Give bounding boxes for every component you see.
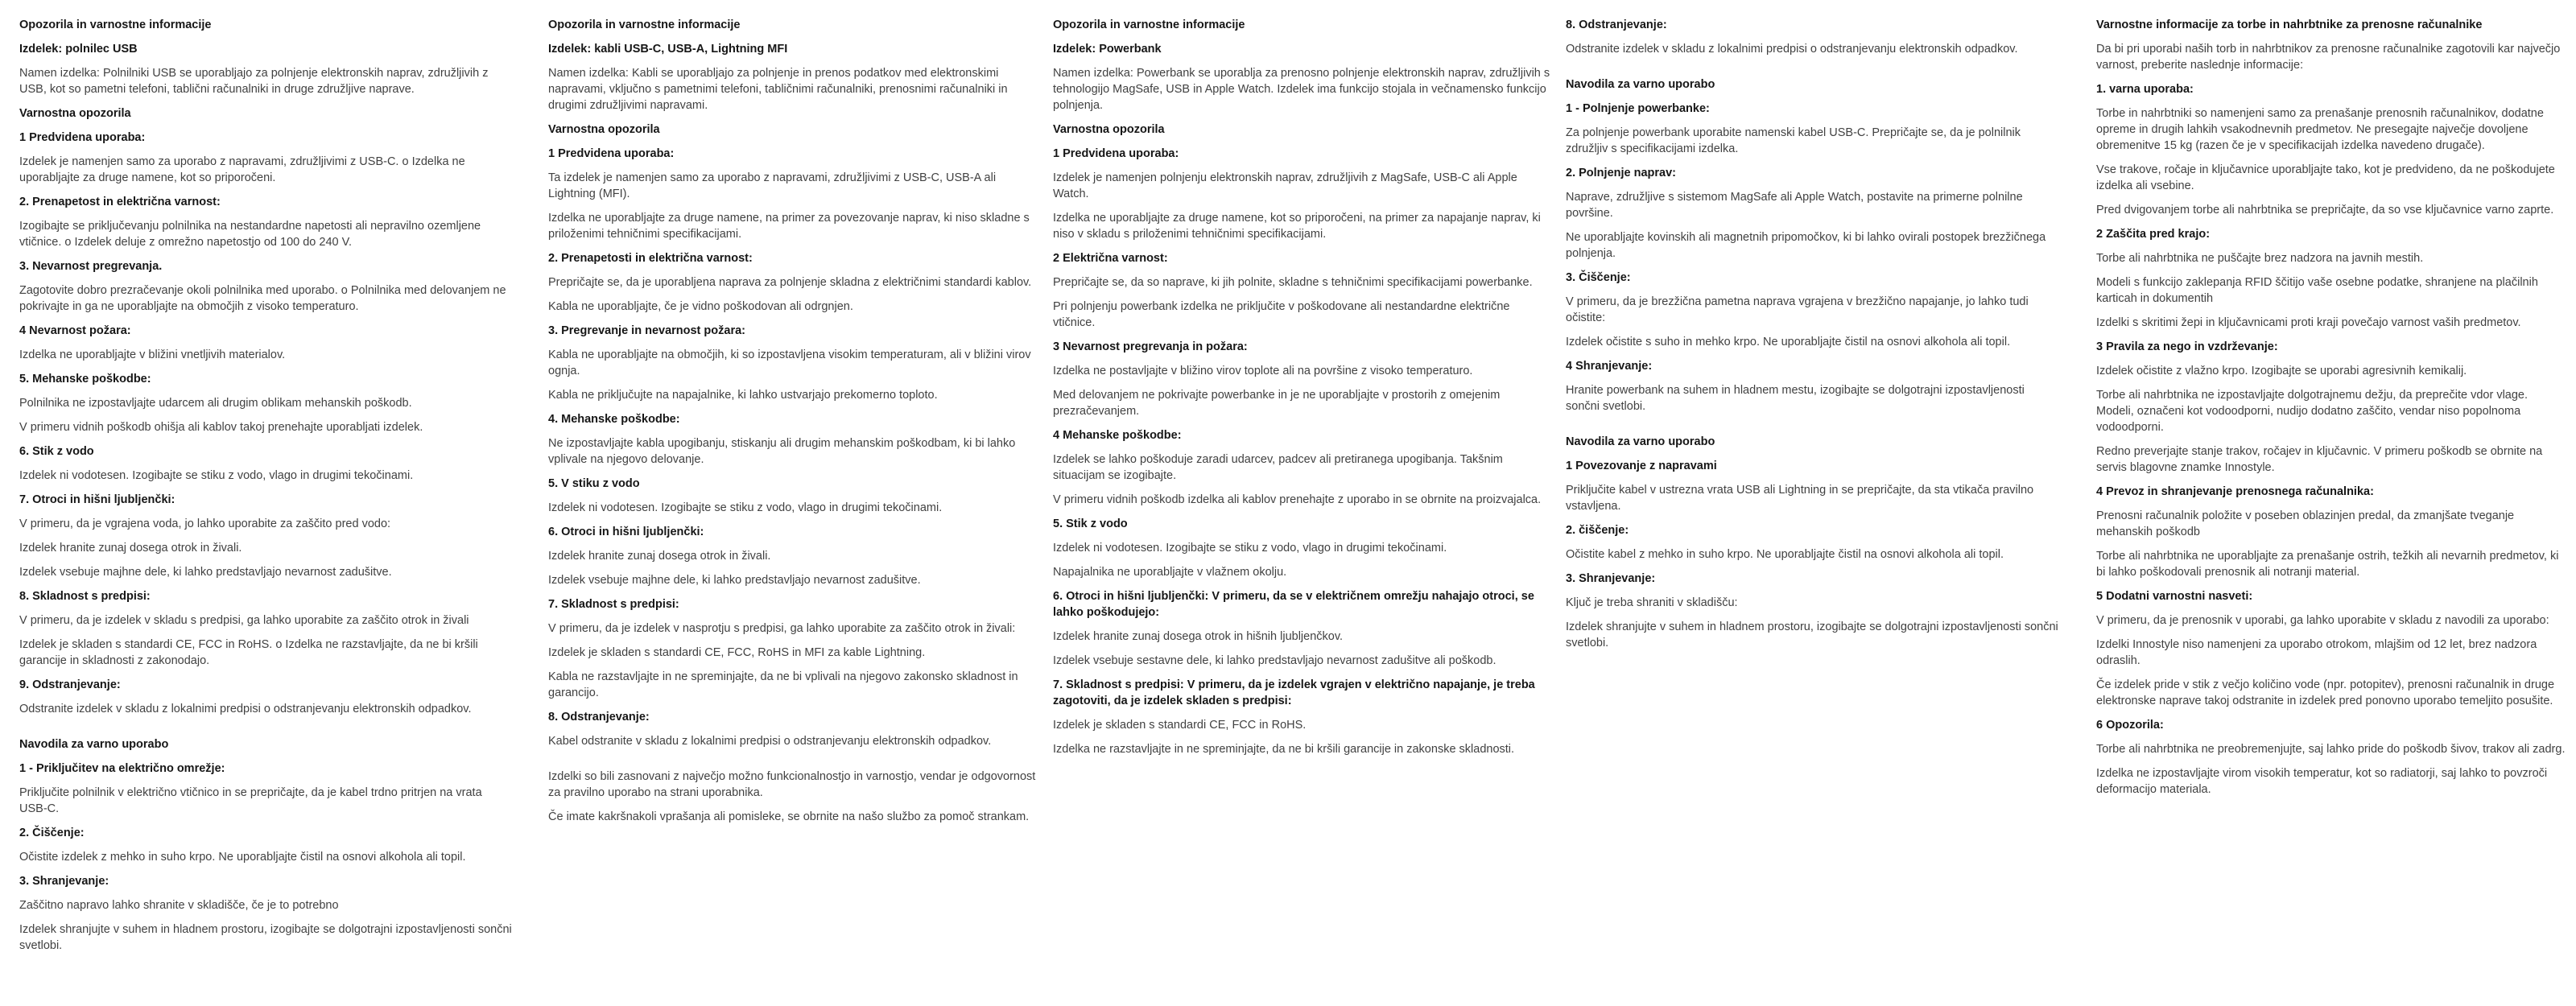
paragraph: Priključite kabel v ustrezna vrata USB ali Lightning in se prepričajte, da sta vtikača pravilno vstavljena. <box>1566 484 2034 513</box>
paragraph: Izdelek očistite s suho in mehko krpo. Ne uporabljajte čistil na osnovi alkohola ali topil. <box>1566 336 2011 348</box>
paragraph: Izdelki s skritimi žepi in ključavnicami proti kraji povečajo varnost vaših predmetov. <box>2096 316 2521 329</box>
section-heading: 1. varna uporaba: <box>2096 83 2194 96</box>
section-heading: Izdelek: polnilec USB <box>19 43 138 56</box>
section-heading: 1 Predvidena uporaba: <box>19 131 146 144</box>
paragraph: Za polnjenje powerbank uporabite namenski kabel USB-C. Prepričajte se, da je polnilnik združljiv s specifikacijami izdelka. <box>1566 126 2021 155</box>
paragraph: Izdelek vsebuje majhne dele, ki lahko predstavljajo nevarnost zadušitve. <box>19 566 392 579</box>
paragraph: Odstranite izdelek v skladu z lokalnimi predpisi o odstranjevanju elektronskih odpadkov. <box>1566 43 2018 56</box>
section-heading: 8. Odstranjevanje: <box>548 711 650 724</box>
paragraph: Izdelek vsebuje sestavne dele, ki lahko predstavljajo nevarnost zadušitve ali poškodb. <box>1053 654 1496 667</box>
paragraph: Med delovanjem ne pokrivajte powerbanke in je ne uporabljajte v prostorih z omejenim prezračevanjem. <box>1053 389 1501 418</box>
paragraph: Izdelek je skladen s standardi CE, FCC in RoHS. <box>1053 719 1307 732</box>
column-usb-charger-safety <box>19 17 512 962</box>
paragraph: Ključ je treba shraniti v skladišču: <box>1566 596 1738 609</box>
section-heading: 1 Predvidena uporaba: <box>1053 147 1179 160</box>
paragraph: V primeru, da je vgrajena voda, jo lahko uporabite za zaščito pred vodo: <box>19 517 391 530</box>
paragraph: Izdelek je skladen s standardi CE, FCC in RoHS. o Izdelka ne razstavljajte, da ne bi kršili garancije in skladnosti z zakonodajo. <box>19 638 478 667</box>
paragraph: Prenosni računalnik položite v poseben oblazinjen predal, da zmanjšate tveganje mehanskih poškodb <box>2096 509 2515 538</box>
paragraph: Izdelka ne izpostavljajte virom visokih temperatur, kot so radiatorji, saj lahko to povzroči deformacijo materiala. <box>2096 767 2548 796</box>
section-heading: 5. V stiku z vodo <box>548 477 640 490</box>
paragraph: Očistite izdelek z mehko in suho krpo. Ne uporabljajte čistil na osnovi alkohola ali topil. <box>19 851 466 864</box>
paragraph: Priključite polnilnik v električno vtičnico in se prepričajte, da je kabel trdno pritrjen na vrata USB-C. <box>19 786 482 815</box>
paragraph: Namen izdelka: Polnilniki USB se uporabljajo za polnjenje elektronskih naprav, združljivih z USB, kot so pametni telefoni, tablični računalniki in druge združljive naprave. <box>19 67 489 96</box>
section-heading: Varnostna opozorila <box>548 123 660 136</box>
paragraph: Izdelek hranite zunaj dosega otrok in hišnih ljubljenčkov. <box>1053 630 1344 643</box>
section-heading: 2. Čiščenje: <box>19 827 85 839</box>
section-heading: 2. Polnjenje naprav: <box>1566 167 1676 179</box>
paragraph: Kabla ne razstavljajte in ne spreminjajte, da ne bi vplivali na njegovo zakonsko skladnost in garancijo. <box>548 670 1018 699</box>
paragraph: Izdelek vsebuje majhne dele, ki lahko predstavljajo nevarnost zadušitve. <box>548 574 921 587</box>
paragraph: Zagotovite dobro prezračevanje okoli polnilnika med uporabo. o Polnilnika med delovanjem ne pokrivajte in ga ne uporabljajte na območjih z visoko temperaturo. <box>19 284 506 313</box>
paragraph: Izdelka ne uporabljajte v bližini vnetljivih materialov. <box>19 348 286 361</box>
section-heading: 5. Mehanske poškodbe: <box>19 373 151 385</box>
section-heading: 2. Prenapetosti in električna varnost: <box>548 252 753 265</box>
section-heading: 3. Pregrevanje in nevarnost požara: <box>548 324 745 337</box>
paragraph: Izdelek hranite zunaj dosega otrok in živali. <box>548 550 771 563</box>
section-heading: 6. Stik z vodo <box>19 445 94 458</box>
paragraph: Ne izpostavljajte kabla upogibanju, stiskanju ali drugim mehanskim poškodbam, ki bi lahko vplivale na njegovo delovanje. <box>548 437 1016 466</box>
paragraph: V primeru, da je brezžična pametna naprava vgrajena v brezžično napajanje, jo lahko tudi očistite: <box>1566 295 2029 324</box>
paragraph: Naprave, združljive s sistemom MagSafe ali Apple Watch, postavite na primerne polnilne površine. <box>1566 191 2023 220</box>
paragraph: Hranite powerbank na suhem in hladnem mestu, izogibajte se dolgotrajni izpostavljenosti sončni svetlobi. <box>1566 384 2025 413</box>
section-heading: 1 Povezovanje z napravami <box>1566 460 1717 472</box>
section-heading: Opozorila in varnostne informacije <box>19 19 212 31</box>
section-heading: Izdelek: kabli USB-C, USB-A, Lightning MFI <box>548 43 788 56</box>
column-powerbank-usage <box>1566 17 2058 659</box>
paragraph: V primeru, da je izdelek v skladu s predpisi, ga lahko uporabite za zaščito otrok in živali <box>19 614 469 627</box>
section-heading: 3. Shranjevanje: <box>1566 572 1656 585</box>
paragraph: Torbe in nahrbtniki so namenjeni samo za prenašanje prenosnih računalnikov, dodatne opreme in drugih lahkih vsakodnevnih predmetov. Ne presegajte največje dovoljene obremenitve 15 kg (razen če je v specifikacijah izdelka navedeno drugače). <box>2096 107 2544 152</box>
paragraph: Redno preverjajte stanje trakov, ročajev in ključavnic. V primeru poškodb se obrnite na servis blagovne znamke Innostyle. <box>2096 445 2543 474</box>
paragraph: Izdelek ni vodotesen. Izogibajte se stiku z vodo, vlago in drugimi tekočinami. <box>548 501 943 514</box>
section-heading: 2 Električna varnost: <box>1053 252 1168 265</box>
paragraph: Očistite kabel z mehko in suho krpo. Ne uporabljajte čistil na osnovi alkohola ali topil. <box>1566 548 2004 561</box>
paragraph: Kabla ne priključujte na napajalnike, ki lahko ustvarjajo prekomerno toploto. <box>548 389 938 402</box>
section-heading: Izdelek: Powerbank <box>1053 43 1162 56</box>
paragraph: Izdelek shranjujte v suhem in hladnem prostoru, izogibajte se dolgotrajni izpostavljenosti sončni svetlobi. <box>1566 621 2058 649</box>
column-cables-safety <box>548 17 1041 833</box>
section-heading: 8. Odstranjevanje: <box>1566 19 1667 31</box>
section-heading: 6. Otroci in hišni ljubljenčki: <box>548 526 704 538</box>
paragraph: Napajalnika ne uporabljajte v vlažnem okolju. <box>1053 566 1287 579</box>
paragraph: Izdelki Innostyle niso namenjeni za uporabo otrokom, mlajšim od 12 let, brez nadzora odraslih. <box>2096 638 2537 667</box>
section-heading: 2 Zaščita pred krajo: <box>2096 228 2211 241</box>
section-heading: 3. Čiščenje: <box>1566 271 1631 284</box>
section-heading: 3. Nevarnost pregrevanja. <box>19 260 163 273</box>
section-heading: 4 Nevarnost požara: <box>19 324 131 337</box>
section-heading: Navodila za varno uporabo <box>19 738 169 751</box>
paragraph: Izdelka ne razstavljajte in ne spreminjajte, da ne bi kršili garancije in zakonske skladnosti. <box>1053 743 1515 756</box>
paragraph: Izdelek očistite z vlažno krpo. Izogibajte se uporabi agresivnih kemikalij. <box>2096 365 2467 377</box>
paragraph: Ta izdelek je namenjen samo za uporabo z napravami, združljivimi z USB-C, USB-A ali Lightning (MFI). <box>548 171 997 200</box>
paragraph: Prepričajte se, da so naprave, ki jih polnite, skladne s tehničnimi specifikacijami powerbanke. <box>1053 276 1533 289</box>
paragraph: Ne uporabljajte kovinskih ali magnetnih pripomočkov, ki bi lahko ovirali postopek brezžičnega polnjenja. <box>1566 231 2046 260</box>
paragraph: V primeru vidnih poškodb ohišja ali kablov takoj prenehajte uporabljati izdelek. <box>19 421 423 434</box>
section-heading: Varnostne informacije za torbe in nahrbtnike za prenosne računalnike <box>2096 19 2483 31</box>
paragraph: Odstranite izdelek v skladu z lokalnimi predpisi o odstranjevanju elektronskih odpadkov. <box>19 703 472 715</box>
paragraph: V primeru, da je prenosnik v uporabi, ga lahko uporabite v skladu z navodili za uporabo: <box>2096 614 2549 627</box>
paragraph: Modeli s funkcijo zaklepanja RFID ščitijo vaše osebne podatke, shranjene na plačilnih karticah in dokumentih <box>2096 276 2538 305</box>
section-heading: Opozorila in varnostne informacije <box>1053 19 1245 31</box>
paragraph: Namen izdelka: Kabli se uporabljajo za polnjenje in prenos podatkov med elektronskimi napravami, vključno s pametnimi telefoni, tabličnimi računalniki, prenosnimi računalniki in drugimi združljivimi napravami. <box>548 67 1008 112</box>
section-heading: 7. Skladnost s predpisi: V primeru, da je izdelek vgrajen v električno napajanje, je treba zagotoviti, da je izdelek skladen s predpisi: <box>1053 678 1535 707</box>
paragraph: Izdelek se lahko poškoduje zaradi udarcev, padcev ali pretiranega upogibanja. Takšnim situacijam se izogibajte. <box>1053 453 1503 482</box>
paragraph: Izdelki so bili zasnovani z največjo možno funkcionalnostjo in varnostjo, vendar je odgovornost za pravilno uporabo na strani uporabnika. <box>548 770 1036 799</box>
paragraph: Pred dvigovanjem torbe ali nahrbtnika se prepričajte, da so vse ključavnice varno zaprte. <box>2096 204 2554 216</box>
paragraph: Izdelek hranite zunaj dosega otrok in živali. <box>19 542 242 555</box>
paragraph: Izdelek je namenjen samo za uporabo z napravami, združljivimi z USB-C. o Izdelka ne uporabljajte za druge namene, kot so priporočeni. <box>19 155 465 184</box>
paragraph: Torbe ali nahrbtnika ne preobremenjujte, saj lahko pride do poškodb šivov, trakov ali zadrg. <box>2096 743 2566 756</box>
paragraph: Kabel odstranite v skladu z lokalnimi predpisi o odstranjevanju elektronskih odpadkov. <box>548 735 992 748</box>
paragraph: Izdelek shranjujte v suhem in hladnem prostoru, izogibajte se dolgotrajni izpostavljenosti sončni svetlobi. <box>19 923 512 952</box>
section-heading: 6 Opozorila: <box>2096 719 2164 732</box>
paragraph: Polnilnika ne izpostavljajte udarcem ali drugim oblikam mehanskih poškodb. <box>19 397 412 410</box>
paragraph: Izdelka ne uporabljajte za druge namene, kot so priporočeni, na primer za napajanje naprav, ki niso v skladu s priloženimi tehničnimi specifikacijami. <box>1053 212 1541 241</box>
paragraph: Pri polnjenju powerbank izdelka ne priključite v poškodovane ali nestandardne električne vtičnice. <box>1053 300 1510 329</box>
paragraph: Torbe ali nahrbtnika ne uporabljajte za prenašanje ostrih, težkih ali nevarnih predmetov, ki bi lahko poškodovali prenosnik ali notranji material. <box>2096 550 2559 579</box>
section-heading: 5. Stik z vodo <box>1053 517 1128 530</box>
paragraph: Izdelek je skladen s standardi CE, FCC, RoHS in MFI za kable Lightning. <box>548 646 926 659</box>
column-laptop-bags-safety <box>2096 17 2568 806</box>
paragraph: Izdelek ni vodotesen. Izogibajte se stiku z vodo, vlago in drugimi tekočinami. <box>19 469 414 482</box>
section-heading: 6. Otroci in hišni ljubljenčki: V primeru, da se v električnem omrežju nahajajo otroci, se lahko poškodujejo: <box>1053 590 1534 619</box>
section-heading: 4 Prevoz in shranjevanje prenosnega računalnika: <box>2096 485 2374 498</box>
paragraph: Če imate kakršnakoli vprašanja ali pomisleke, se obrnite na našo službo za pomoč strankam. <box>548 810 1030 823</box>
paragraph: Vse trakove, ročaje in ključavnice uporabljajte tako, kot je predvideno, da ne poškodujete izdelka ali vsebine. <box>2096 163 2555 192</box>
section-heading: 1 Predvidena uporaba: <box>548 147 675 160</box>
paragraph: Kabla ne uporabljajte na območjih, ki so izpostavljena visokim temperaturam, ali v bližini virov ognja. <box>548 348 1031 377</box>
section-heading: Varnostna opozorila <box>1053 123 1165 136</box>
paragraph: Izogibajte se priključevanju polnilnika na nestandardne napetosti ali nepravilno ozemljene vtičnice. o Izdelek deluje z omrežno napetostjo od 100 do 240 V. <box>19 220 481 249</box>
paragraph: Izdelek je namenjen polnjenju elektronskih naprav, združljivih z MagSafe, USB-C ali Apple Watch. <box>1053 171 1517 200</box>
paragraph: Da bi pri uporabi naših torb in nahrbtnikov za prenosne računalnike zagotovili kar največjo varnost, preberite naslednje informacije: <box>2096 43 2561 72</box>
section-heading: 4 Shranjevanje: <box>1566 360 1653 373</box>
paragraph: Izdelek ni vodotesen. Izogibajte se stiku z vodo, vlago in drugimi tekočinami. <box>1053 542 1447 555</box>
section-heading: 7. Skladnost s predpisi: <box>548 598 679 611</box>
column-powerbank-safety <box>1053 17 1550 765</box>
section-heading: 9. Odstranjevanje: <box>19 678 121 691</box>
section-heading: 3. Shranjevanje: <box>19 875 109 888</box>
paragraph: Če izdelek pride v stik z večjo količino vode (npr. potopitev), prenosni računalnik in druge elektronske naprave takoj odstranite in izdelek pred ponovno uporabo temeljito posušite. <box>2096 678 2555 707</box>
section-heading: 1 - Polnjenje powerbanke: <box>1566 102 1710 115</box>
section-heading: Navodila za varno uporabo <box>1566 78 1715 91</box>
paragraph: Kabla ne uporabljajte, če je vidno poškodovan ali odrgnjen. <box>548 300 853 313</box>
section-heading: 1 - Priključitev na električno omrežje: <box>19 762 225 775</box>
section-heading: 3 Pravila za nego in vzdrževanje: <box>2096 340 2278 353</box>
section-heading: 5 Dodatni varnostni nasveti: <box>2096 590 2253 603</box>
section-heading: 2. Prenapetost in električna varnost: <box>19 196 221 208</box>
paragraph: Prepričajte se, da je uporabljena naprava za polnjenje skladna z električnimi standardi kablov. <box>548 276 1032 289</box>
section-heading: 4 Mehanske poškodbe: <box>1053 429 1182 442</box>
section-heading: Navodila za varno uporabo <box>1566 435 1715 448</box>
paragraph: V primeru, da je izdelek v nasprotju s predpisi, ga lahko uporabite za zaščito otrok in živali: <box>548 622 1016 635</box>
section-heading: 2. čiščenje: <box>1566 524 1629 537</box>
paragraph: Zaščitno napravo lahko shranite v skladišče, če je to potrebno <box>19 899 339 912</box>
section-heading: Varnostna opozorila <box>19 107 131 120</box>
section-heading: 7. Otroci in hišni ljubljenčki: <box>19 493 175 506</box>
paragraph: Izdelka ne uporabljajte za druge namene, na primer za povezovanje naprav, ki niso skladne s priloženimi tehničnimi specifikacijami. <box>548 212 1030 241</box>
paragraph: Namen izdelka: Powerbank se uporablja za prenosno polnjenje elektronskih naprav, združljivih s tehnologijo MagSafe, USB in Apple Watch. Izdelek ima funkcijo stojala in večnamensko funkcijo polnjenja. <box>1053 67 1550 112</box>
paragraph: Izdelka ne postavljajte v bližino virov toplote ali na površine z visoko temperaturo. <box>1053 365 1473 377</box>
section-heading: 4. Mehanske poškodbe: <box>548 413 680 426</box>
section-heading: Opozorila in varnostne informacije <box>548 19 741 31</box>
section-heading: 8. Skladnost s predpisi: <box>19 590 151 603</box>
paragraph: Torbe ali nahrbtnika ne puščajte brez nadzora na javnih mestih. <box>2096 252 2424 265</box>
paragraph: V primeru vidnih poškodb izdelka ali kablov prenehajte z uporabo in se obrnite na proizvajalca. <box>1053 493 1542 506</box>
paragraph: Torbe ali nahrbtnika ne izpostavljajte dolgotrajnemu dežju, da preprečite vdor vlage. Modeli, označeni kot vodoodporni, nudijo dodatno zaščito, vendar niso popolnoma vodoodporni. <box>2096 389 2529 434</box>
section-heading: 3 Nevarnost pregrevanja in požara: <box>1053 340 1248 353</box>
